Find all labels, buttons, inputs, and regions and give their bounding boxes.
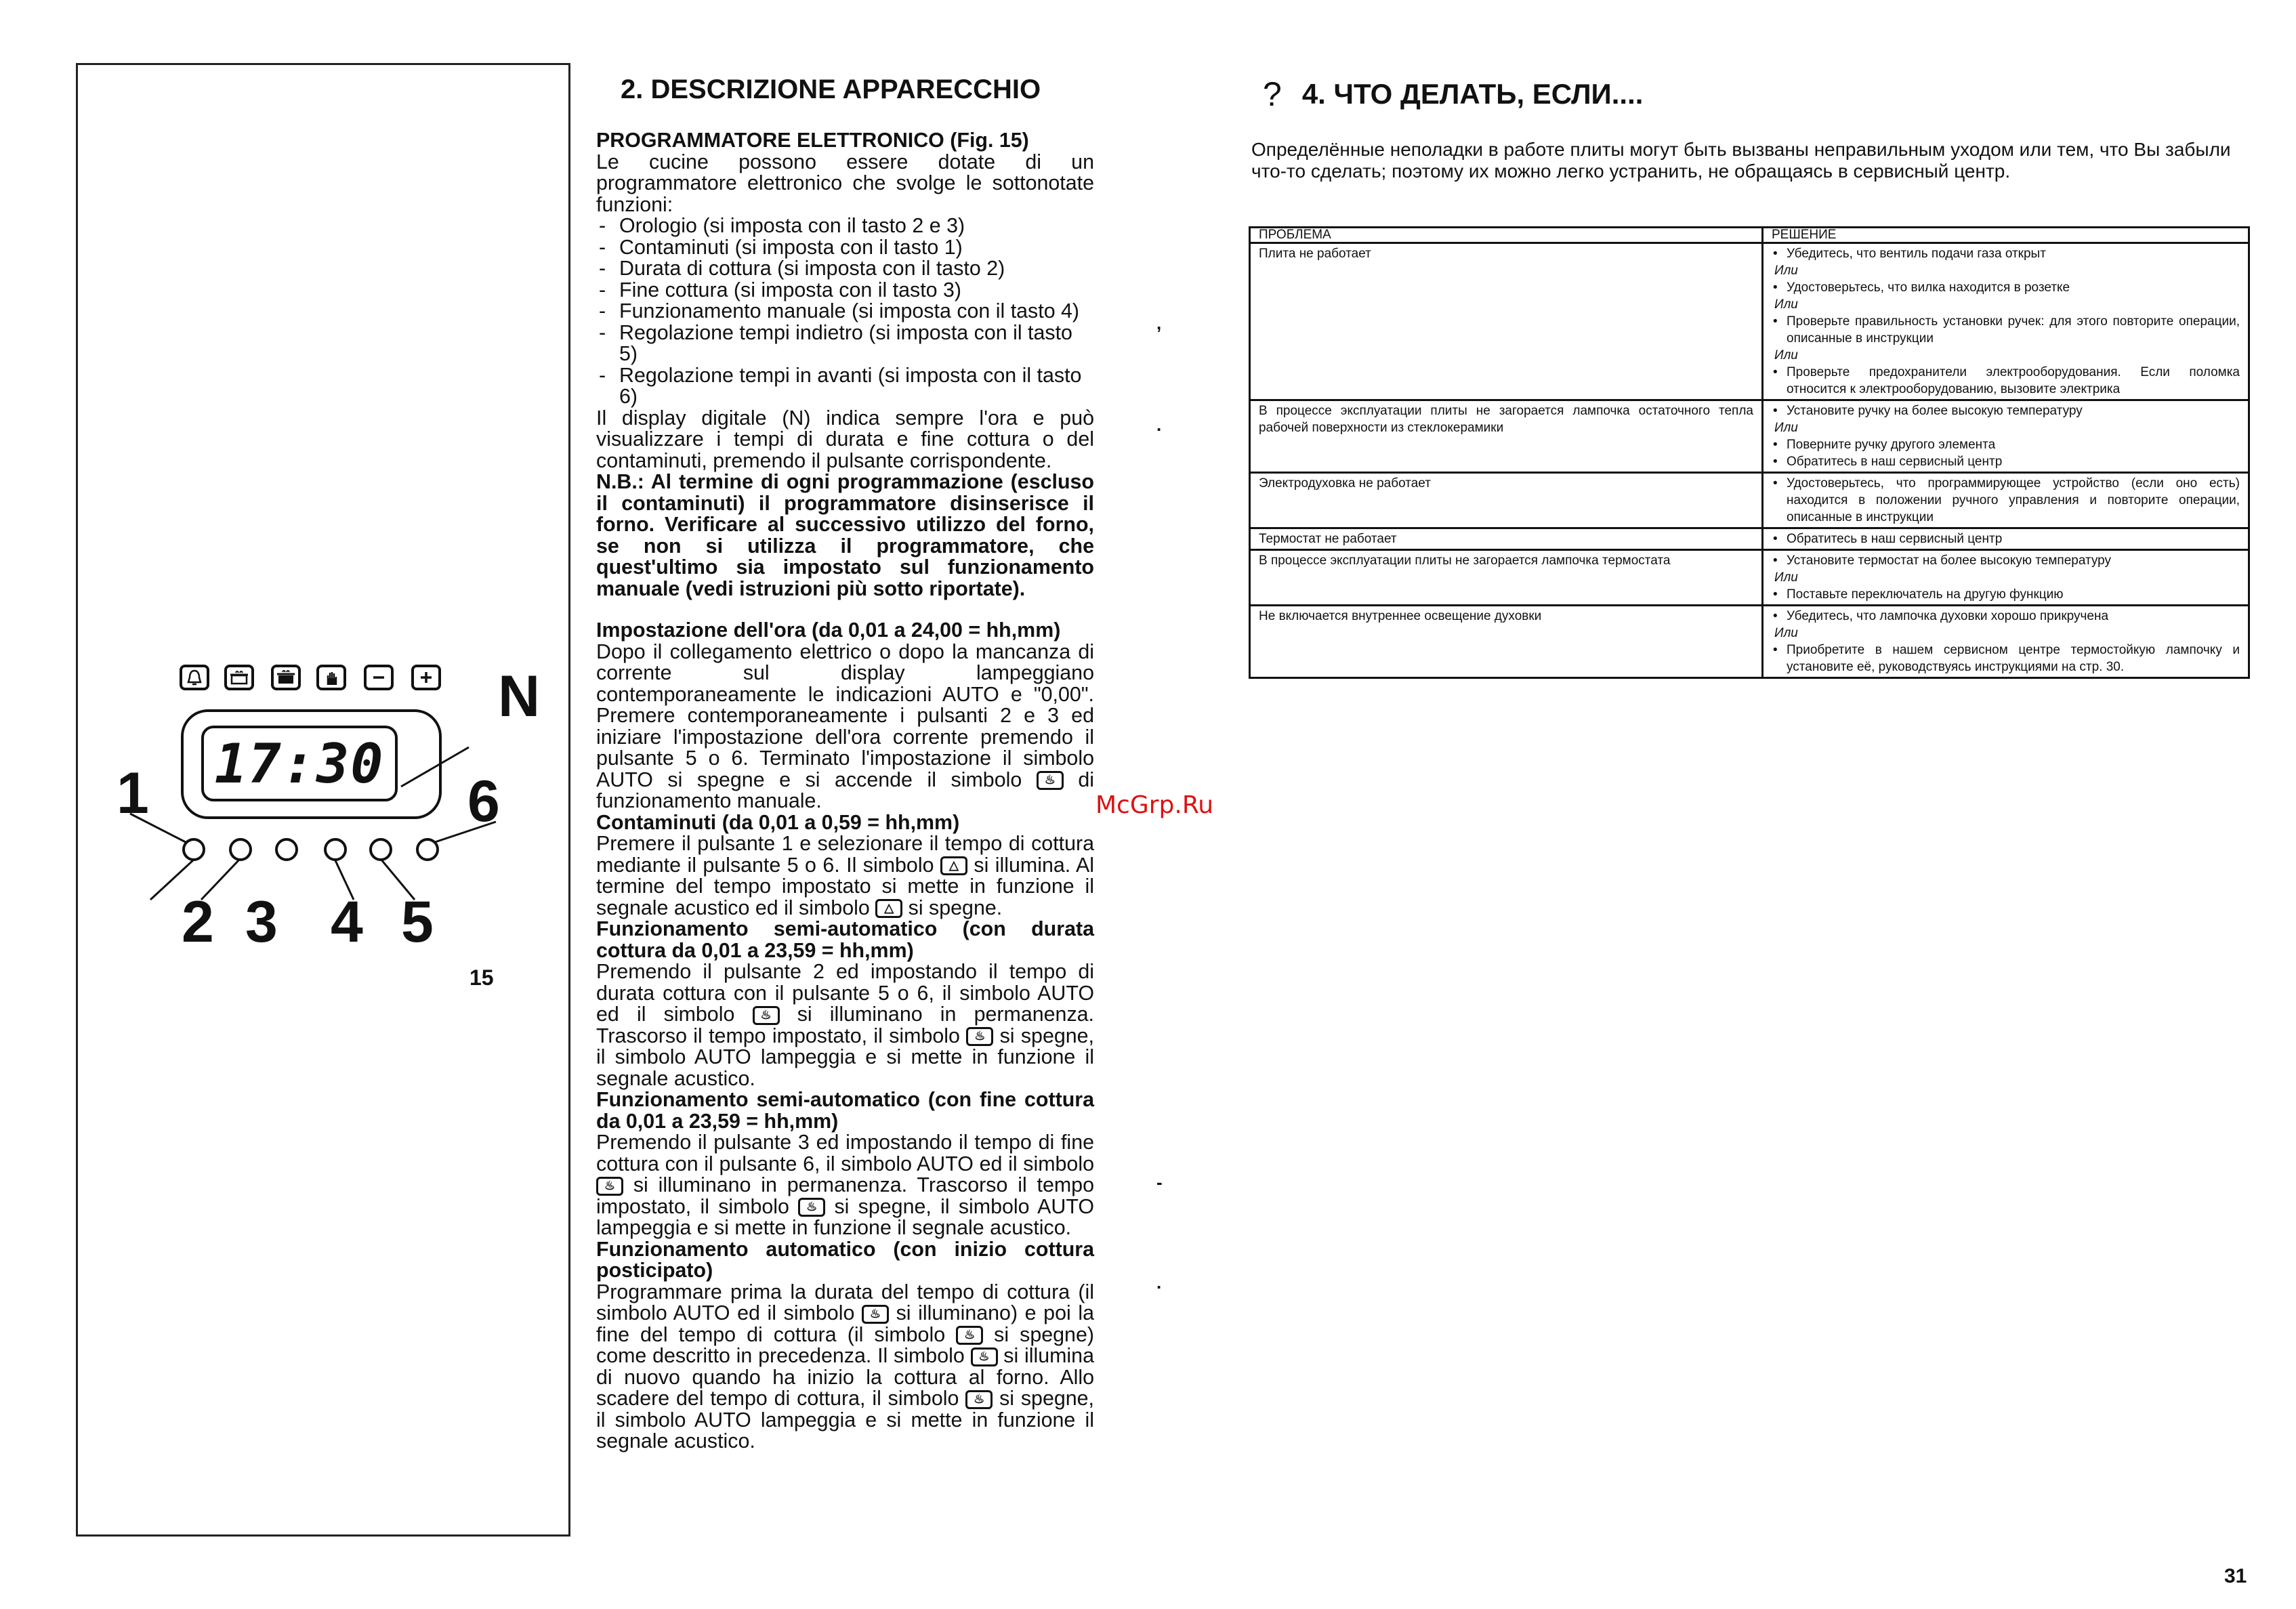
callout-n: N (498, 664, 541, 729)
programmer-intro: Le cucine possono essere dotate di un programmatore elettronico che svolge le sottonotate funzioni: (596, 150, 1094, 216)
digital-display: 17:30 (201, 726, 398, 801)
solution-item: • Удостоверьтесь, что вилка находится в розетке (1769, 279, 2240, 296)
problem-cell: Электродуховка не работает (1250, 473, 1763, 528)
or-label: Или (1774, 626, 1798, 640)
problem-cell: Термостат не работает (1250, 528, 1763, 550)
solution-item: • Убедитесь, что вентиль подачи газа открыт (1769, 245, 2240, 262)
pot-symbol-icon: ♨ (956, 1326, 983, 1345)
callout-5: 5 (401, 890, 434, 955)
table-row (1250, 550, 2249, 606)
callout-1: 1 (117, 761, 149, 826)
solution-item: • Установите термостат на более высокую температуру (1769, 552, 2240, 569)
bell-symbol-icon: △ (875, 899, 902, 918)
question-icon: ? (1263, 75, 1282, 113)
problem-cell: В процессе эксплуатации плиты не загорается лампочка остаточного тепла рабочей поверхности из стеклокерамики (1250, 400, 1763, 473)
list-item: - Funzionamento manuale (si imposta con il tasto 4) (596, 301, 1094, 322)
callout-2: 2 (182, 890, 214, 955)
or-label: Или (1774, 570, 1798, 585)
problem-cell: Плита не работает (1250, 243, 1763, 400)
table-row (1250, 400, 2249, 473)
figure-number: 15 (469, 965, 494, 990)
semi-auto-duration-title: Funzionamento semi-automatico (con durata cottura da 0,01 a 23,59 = hh,mm) (596, 917, 1094, 962)
automatic-text: Programmare prima la durata del tempo di cottura (il simbolo AUTO ed il simbolo ♨ si illuminano) e poi la fine del tempo di cottura (il simbolo ♨ si spegne) come descritto in precedenza. Il simbolo ♨ si illumina di nuovo quando ha inizio la cottura al forno. Allo scadere del tempo di cottura, il simbolo ♨ si spegne, il simbolo AUTO lampeggia e si mette in funzione il segnale acustico. (596, 1280, 1094, 1453)
russian-intro: Определённые неполадки в работе плиты могут быть вызваны неправильным уходом или тем, что Вы забыли что-то сделать; поэтому их можно легко устранить, не обращаясь в сервисный центр. (1251, 139, 2231, 182)
table-row (1250, 606, 2249, 678)
scan-speck: , (1156, 313, 1162, 333)
table-header-row (1250, 228, 2249, 243)
semi-auto-duration-text: Premendo il pulsante 2 ed impostando il tempo di durata cottura con il pulsante 5 o 6, il simbolo AUTO ed il simbolo ♨ si illuminano in permanenza. Trascorso il tempo impostato, il simbolo ♨ si spegne, il simbolo AUTO lampeggia e si mette in funzione il segnale acustico. (596, 960, 1095, 1090)
russian-title-text: 4. ЧТО ДЕЛАТЬ, ЕСЛИ.... (1301, 78, 1644, 110)
page-number: 31 (2224, 1565, 2247, 1587)
scan-speck: . (1156, 1272, 1162, 1293)
pot-symbol-icon: ♨ (966, 1027, 993, 1046)
solution-item: • Обратитесь в наш сервисный центр (1769, 530, 2240, 547)
or-label: Или (1774, 421, 1798, 435)
callout-4: 4 (331, 890, 363, 955)
solution-item: • Проверьте предохранители электрооборудования. Если поломка относится к электрооборудованию, вызовите электрика (1769, 364, 2240, 398)
list-item: - Fine cottura (si imposta con il tasto 3) (596, 280, 1094, 301)
solution-item: • Приобретите в нашем сервисном центре термостойкую лампочку и установите её, руководствуясь инструкциями на стр. 30. (1769, 642, 2240, 675)
list-item: - Durata di cottura (si imposta con il tasto 2) (596, 258, 1094, 280)
semi-auto-end-text: Premendo il pulsante 3 ed impostando il tempo di fine cottura con il pulsante 6, il simbolo AUTO ed il simbolo ♨ si illuminano in permanenza. Trascorso il tempo impostato, il simbolo ♨ si spegne, il simbolo AUTO lampeggia e si mette in funzione il segnale acustico. (596, 1131, 1094, 1239)
or-label: Или (1774, 264, 1798, 278)
column-header-solution: РЕШЕНИЕ (1763, 228, 2249, 243)
solution-item: • Убедитесь, что лампочка духовки хорошо прикручена (1769, 608, 2240, 625)
pot-symbol-icon: ♨ (596, 1177, 623, 1196)
timer-title: Contaminuti (da 0,01 a 0,59 = hh,mm) (596, 810, 960, 834)
solution-cell (1763, 528, 2249, 550)
solution-item: • Обратитесь в наш сервисный центр (1769, 453, 2240, 470)
solution-item: • Поверните ручку другого элемента (1769, 436, 2240, 453)
pot-symbol-icon: ♨ (798, 1198, 825, 1217)
pot-symbol-icon: ♨ (862, 1305, 889, 1324)
timer-text: Premere il pulsante 1 e selezionare il tempo di cottura mediante il pulsante 5 o 6. Il simbolo △ si illumina. Al termine del tempo impostato si mette in funzione il segnale acustico ed il simbolo △ si spegne. (596, 832, 1094, 919)
italian-column (596, 68, 1094, 1453)
pot-symbol-icon: ♨ (965, 1390, 993, 1409)
table-row (1250, 473, 2249, 528)
solution-item: • Установите ручку на более высокую температуру (1769, 402, 2240, 419)
pot-symbol-icon: ♨ (971, 1347, 998, 1366)
troubleshooting-table (1249, 226, 2250, 679)
column-header-problem: ПРОБЛЕМА (1250, 228, 1763, 243)
section-heading-russian (1263, 75, 1643, 114)
or-label: Или (1774, 297, 1798, 312)
solution-cell (1763, 400, 2249, 473)
section-heading-italian: 2. DESCRIZIONE APPARECCHIO (621, 75, 1041, 104)
programmer-title: PROGRAMMATORE ELETTRONICO (Fig. 15) (596, 129, 1029, 152)
watermark-link[interactable]: McGrp.Ru (1095, 791, 1214, 819)
table-row (1250, 528, 2249, 550)
list-item: - Regolazione tempi indietro (si imposta con il tasto 5) (596, 322, 1094, 365)
pot-symbol-icon: ♨ (753, 1006, 780, 1025)
scan-speck: - (1156, 1172, 1163, 1192)
list-item: - Contaminuti (si imposta con il tasto 1) (596, 237, 1094, 259)
callout-6: 6 (467, 769, 500, 834)
display-description: Il display digitale (N) indica sempre l'ora e può visualizzare i tempi di durata e fine cottura o del contaminuti, premendo il pulsante corrispondente. (596, 406, 1094, 472)
table-row (1250, 243, 2249, 400)
problem-cell: В процессе эксплуатации плиты не загорается лампочка термостата (1250, 550, 1763, 606)
solution-cell (1763, 550, 2249, 606)
list-item: - Orologio (si imposta con il tasto 2 e 3) (596, 215, 1094, 237)
function-list (596, 215, 1094, 408)
pot-symbol-icon: ♨ (1037, 771, 1064, 790)
solution-item: • Проверьте правильность установки ручек: для этого повторите операции, описанные в инструкции (1769, 313, 2240, 347)
automatic-title: Funzionamento automatico (con inizio cottura posticipato) (596, 1237, 1094, 1282)
solution-item: • Поставьте переключатель на другую функцию (1769, 586, 2240, 603)
callout-3: 3 (245, 890, 278, 955)
list-item: - Regolazione tempi in avanti (si imposta con il tasto 6) (596, 365, 1094, 408)
semi-auto-end-title: Funzionamento semi-automatico (con fine cottura da 0,01 a 23,59 = hh,mm) (596, 1088, 1094, 1133)
bell-symbol-icon: △ (940, 856, 967, 875)
solution-cell (1763, 243, 2249, 400)
nb-note: N.B.: Al termine di ogni programmazione (escluso il contaminuti) il programmatore disinserisce il forno. Verificare al successivo utilizzo del forno, se non si utilizza il programmatore, che quest'ultimo sia impostato sul funzionamento manuale (vedi istruzioni più sotto riportate). (596, 470, 1094, 600)
clock-setting-title: Impostazione dell'ora (da 0,01 a 24,00 = hh,mm) (596, 619, 1061, 642)
solution-cell (1763, 606, 2249, 678)
scan-speck: . (1156, 415, 1162, 435)
solution-cell (1763, 473, 2249, 528)
clock-setting-text: Dopo il collegamento elettrico o dopo la mancanza di corrente sul display lampeggiano contemporaneamente le indicazioni AUTO e "0,00". Premere contemporaneamente i pulsanti 2 e 3 ed iniziare l'impostazione dell'ora corrente premendo il pulsante 5 o 6. Terminato l'impostazione il simbolo AUTO si spegne e si accende il simbolo ♨ di funzionamento manuale. (596, 640, 1094, 812)
problem-cell: Не включается внутреннее освещение духовки (1250, 606, 1763, 678)
or-label: Или (1774, 348, 1798, 362)
solution-item: • Удостоверьтесь, что программирующее устройство (если оно есть) находится в положении ручного управления и повторите операции, описанные в инструкции (1769, 475, 2240, 526)
